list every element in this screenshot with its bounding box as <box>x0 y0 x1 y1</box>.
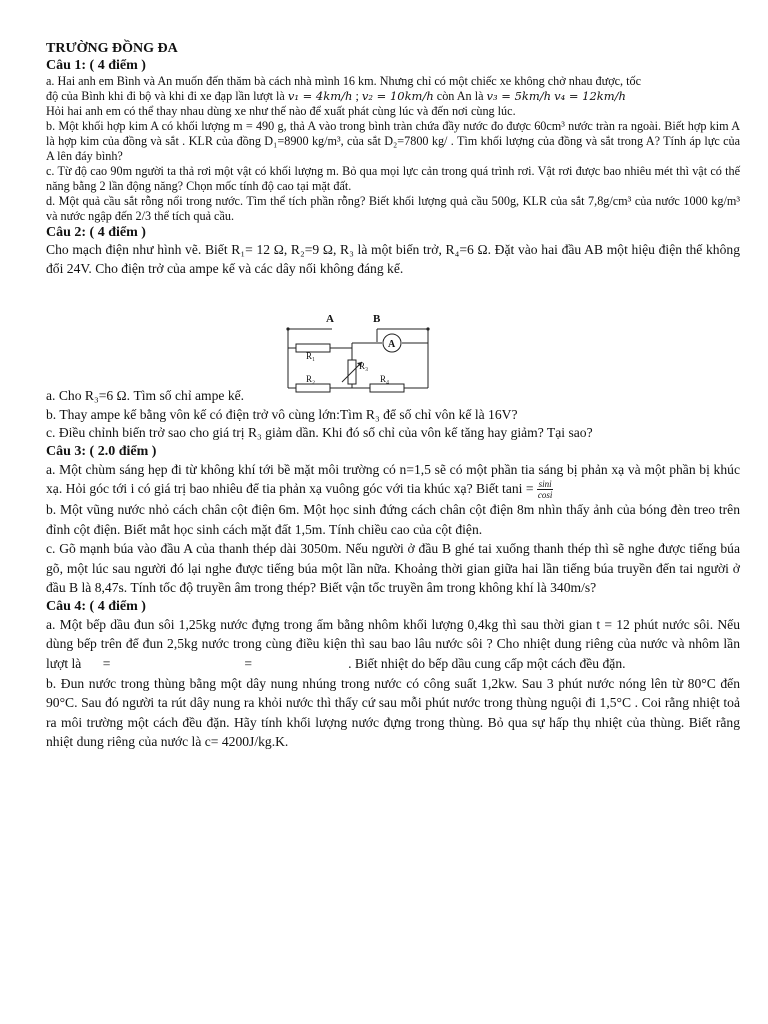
q3a-text: a. Một chùm sáng hẹp đi từ không khí tới bề mặt môi trường có n=1,5 sẽ có một phần tia sáng bị phản xạ và một phần bị khúc xạ. Hỏi góc tới i có giá trị bao nhiêu để tia phản xạ vuông góc với tia khúc xạ? Biết tani = <box>46 461 740 496</box>
q1a-an-text: còn An là <box>433 89 487 103</box>
question-1-part-c: c. Từ độ cao 90m người ta thả rơi một vật có khối lượng m. Bỏ qua mọi lực cản trong quá trình rơi. Vật rơi được bao nhiêu mét thì vật có thế năng bằng 2 lần động năng? Chọn mốc tính độ cao tại mặt đất. <box>46 164 740 193</box>
q1a-line-1: a. Hai anh em Bình và An muốn đến thăm bà cách nhà mình 16 km. Nhưng chỉ có một chiếc xe không chở nhau được, tốc <box>46 74 642 88</box>
terminal-a-label: A <box>326 313 334 325</box>
question-1-part-a <box>46 74 740 119</box>
question-2-part-c: c. Điều chỉnh biến trở sao cho giá trị R₃ giảm dần. Khi đó số chỉ của vôn kế tăng hay giảm? Tại sao? <box>46 425 593 440</box>
r2-label: R₂ <box>306 374 316 384</box>
equals-sign-2: = <box>244 656 253 672</box>
speed-v4: v₄ = 12km/h <box>554 89 626 103</box>
fraction-numerator: sini <box>538 479 552 490</box>
question-3-part-c: c. Gõ mạnh búa vào đầu A của thanh thép dài 3050m. Nếu người ở đầu B ghé tai xuống thanh thép thì sẽ nghe được tiếng búa gõ, một lúc sau người đó lại nghe được tiếng búa một lần nữa. Khoảng thời gian giữa hai lần tiếng búa truyền đến tai người ở đầu B là 8,47s. Tính tốc độ truyền âm trong thép? Biết vận tốc truyền âm trong không khí là 340m/s? <box>46 541 740 596</box>
q1a-line-3: Hỏi hai anh em có thể thay nhau dùng xe như thế nào để xuất phát cùng lúc và đến nơi cùng lúc. <box>46 104 516 118</box>
speed-v3: v₃ = 5km/h <box>486 89 552 103</box>
terminal-b-label: B <box>373 313 381 325</box>
question-2-part-b: b. Thay ampe kế bằng vôn kế có điện trở vô cùng lớn:Tìm R₃ để số chỉ vôn kế là 16V? <box>46 406 518 422</box>
circuit-diagram <box>282 310 432 410</box>
school-name: TRƯỜNG ĐỒNG ĐA <box>46 41 178 56</box>
speed-v2: v₂ = 10km/h <box>361 89 434 103</box>
r3-label: R₃ <box>359 361 369 371</box>
tan-fraction <box>537 479 554 500</box>
equals-sign-1: = <box>102 656 111 672</box>
question-2-part-a: a. Cho R₃=6 Ω. Tìm số chỉ ampe kế. <box>46 388 245 403</box>
r4-label: R₄ <box>380 374 390 384</box>
speed-v1: v₁ = 4km/h <box>287 89 353 103</box>
question-3-heading: Câu 3: ( 2.0 điểm ) <box>46 443 157 459</box>
question-1-part-b: b. Một khối hợp kim A có khối lượng m = 490 g, thả A vào trong bình tràn chứa đầy nước đo được 60cm³ nước tràn ra ngoài. Biết hợp kim A là hợp kim của đồng và sắt . KLR của đồng D₁=8900 kg/m³, của sắt D₂=7800 kg/ . Tìm khối lượng của đồng và sắt trong A? Tính áp lực của A lên đáy bình? <box>46 119 740 163</box>
question-3-part-a <box>46 460 740 501</box>
question-2-heading: Câu 2: ( 4 điểm ) <box>46 225 146 240</box>
question-2-intro: Cho mạch điện như hình vẽ. Biết R₁= 12 Ω, R₂=9 Ω, R₃ là một biến trở, R₄=6 Ω. Đặt vào hai đầu AB một hiệu điện thế không đổi 24V. Cho điện trở của ampe kế và các dây nối không đáng kể. <box>46 242 740 276</box>
question-3-part-b: b. Một vũng nước nhỏ cách chân cột điện 6m. Một học sinh đứng cách chân cột điện 8m nhìn thấy ảnh của bóng đèn treo trên đỉnh cột điện. Biết mắt học sinh cách mặt đất 1,5m. Tính chiều cao của cột điện. <box>46 502 740 537</box>
q4a-text: a. Một bếp dầu đun sôi 1,25kg nước đựng trong ấm bằng nhôm khối lượng 0,4kg thì sau thời gian t = 12 phút nước sôi. Nếu dùng bếp trên để đun 2,5kg nước trong cùng điều kiện thì sau bao lâu nước sôi ? Cho nhiệt dung riêng của nước và nhôm lần lượt là <box>46 616 740 672</box>
speed-separator: ; <box>352 89 362 103</box>
question-1-part-d: d. Một quả cầu sắt rỗng nổi trong nước. Tìm thể tích phần rỗng? Biết khối lượng quả cầu 500g, KLR của sắt 7,8g/cm³ của nước 1000 kg/m³ và nước ngập đến 2/3 thể tích quả cầu. <box>46 194 740 223</box>
question-4-part-a <box>46 615 740 674</box>
ammeter-label: A <box>388 339 396 350</box>
question-4-heading: Câu 4: ( 4 điểm ) <box>46 598 146 614</box>
question-4-part-b: b. Đun nước trong thùng bằng một dây nung nhúng trong nước có công suất 1,2kw. Sau 3 phút nước nóng lên từ 80°C đến 90°C. Sau đó người ta rút dây nung ra khỏi nước thì thấy cứ sau mỗi phút nước trong thùng nguội đi 1,5°C . Coi rằng nhiệt toả ra môi trường một cách đều đặn. Hãy tính khối lượng nước đựng trong thùng. Bỏ qua sự hấp thụ nhiệt của thùng. Biết rằng nhiệt dung riêng của nước là c= 4200J/kg.K. <box>46 675 740 750</box>
q4a-text-end: . Biết nhiệt do bếp dầu cung cấp một cách đều đặn. <box>348 656 626 672</box>
question-1-heading: Câu 1: ( 4 điểm ) <box>46 58 146 73</box>
fraction-denominator: cosi <box>537 490 553 501</box>
r1-label: R₁ <box>306 351 316 361</box>
q1a-line-2-text: độ của Bình khi đi bộ và khi đi xe đạp lần lượt là <box>46 89 285 103</box>
